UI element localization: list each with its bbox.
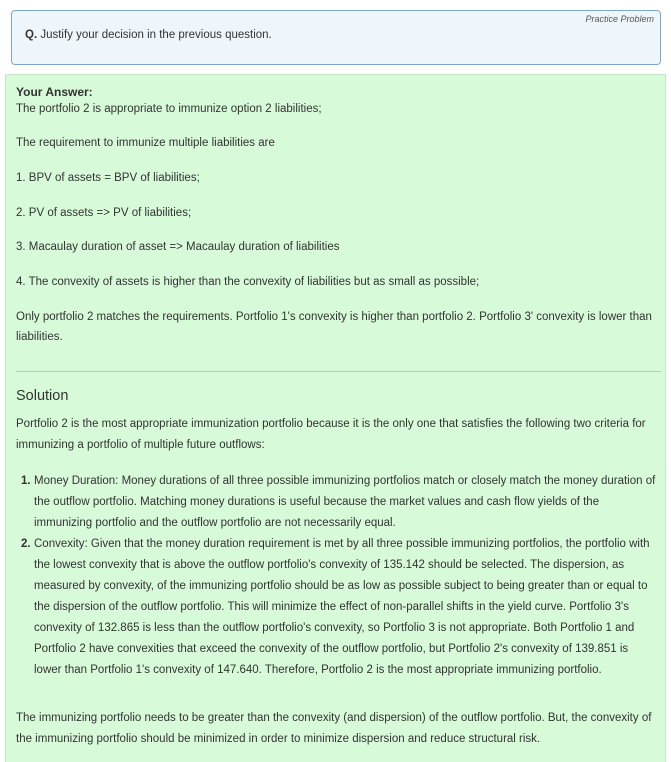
solution-item-text: Convexity: Given that the money duration requirement is met by all three possible immunizing portfolios, the portfolio with the lowest convexity that is above the outflow portfolio's convexity of 135.142 should be selected. The dispersion, as measured by convexity, of the immunizing portfolio should be as low as possible subject to being greater than or equal to the dispersion of the outflow portfolio. This will minimize the effect of non-parallel shifts in the yield curve. Portfolio 3's convexity of 132.865 is less than the outflow portfolio's convexity, so Portfolio 3 is not appropriate. Both Portfolio 1 and Portfolio 2 have convexities that exceed the convexity of the outflow portfolio, but Portfolio 2's convexity of 139.851 is lower than Portfolio 1's convexity of 147.640. Therefore, Portfolio 2 is the most appropriate immunizing portfolio.: [34, 538, 650, 676]
question-label: Q.: [25, 29, 38, 41]
solution-item-text: Money Duration: Money durations of all three possible immunizing portfolios match or closely match the money duration of the outflow portfolio. Matching money durations is useful because the market values and cash flow yields of the immunizing portfolio and the outflow portfolio are not necessarily equal.: [34, 475, 656, 529]
answer-panel: [5, 74, 666, 762]
answer-line-1: The portfolio 2 is appropriate to immunize option 2 liabilities;: [16, 103, 322, 115]
answer-line-6: 4. The convexity of assets is higher than the convexity of liabilities but as small as possible;: [16, 276, 480, 288]
question-text: [25, 29, 272, 41]
answer-line-2: The requirement to immunize multiple liabilities are: [16, 137, 275, 149]
answer-line-3: 1. BPV of assets = BPV of liabilities;: [16, 172, 200, 184]
question-box: [11, 10, 661, 65]
practice-problem-tag: Practice Problem: [585, 14, 654, 24]
answer-line-7: Only portfolio 2 matches the requirements. Portfolio 1's convexity is higher than portfolio 2. Portfolio 3' convexity is lower than liabilities.: [16, 311, 652, 343]
solution-item-number: 2.: [21, 538, 31, 550]
solution-item-convexity: [16, 534, 656, 681]
solution-item-money-duration: [16, 471, 656, 534]
solution-title: Solution: [16, 388, 69, 404]
solution-item-number: 1.: [21, 475, 31, 487]
solution-list: [16, 471, 656, 681]
solution-closing: The immunizing portfolio needs to be greater than the convexity (and dispersion) of the outflow portfolio. But, the convexity of the immunizing portfolio should be minimized in order to minimize dispersion and reduce structural risk.: [16, 712, 652, 745]
answer-line-5: 3. Macaulay duration of asset => Macaulay duration of liabilities: [16, 241, 340, 253]
answer-line-4: 2. PV of assets => PV of liabilities;: [16, 207, 192, 219]
answer-title: Your Answer:: [16, 85, 93, 99]
question-body: Justify your decision in the previous question.: [40, 29, 272, 41]
section-divider: [16, 371, 661, 372]
solution-intro: Portfolio 2 is the most appropriate immunization portfolio because it is the only one that satisfies the following two criteria for immunizing a portfolio of multiple future outflows:: [16, 418, 646, 451]
